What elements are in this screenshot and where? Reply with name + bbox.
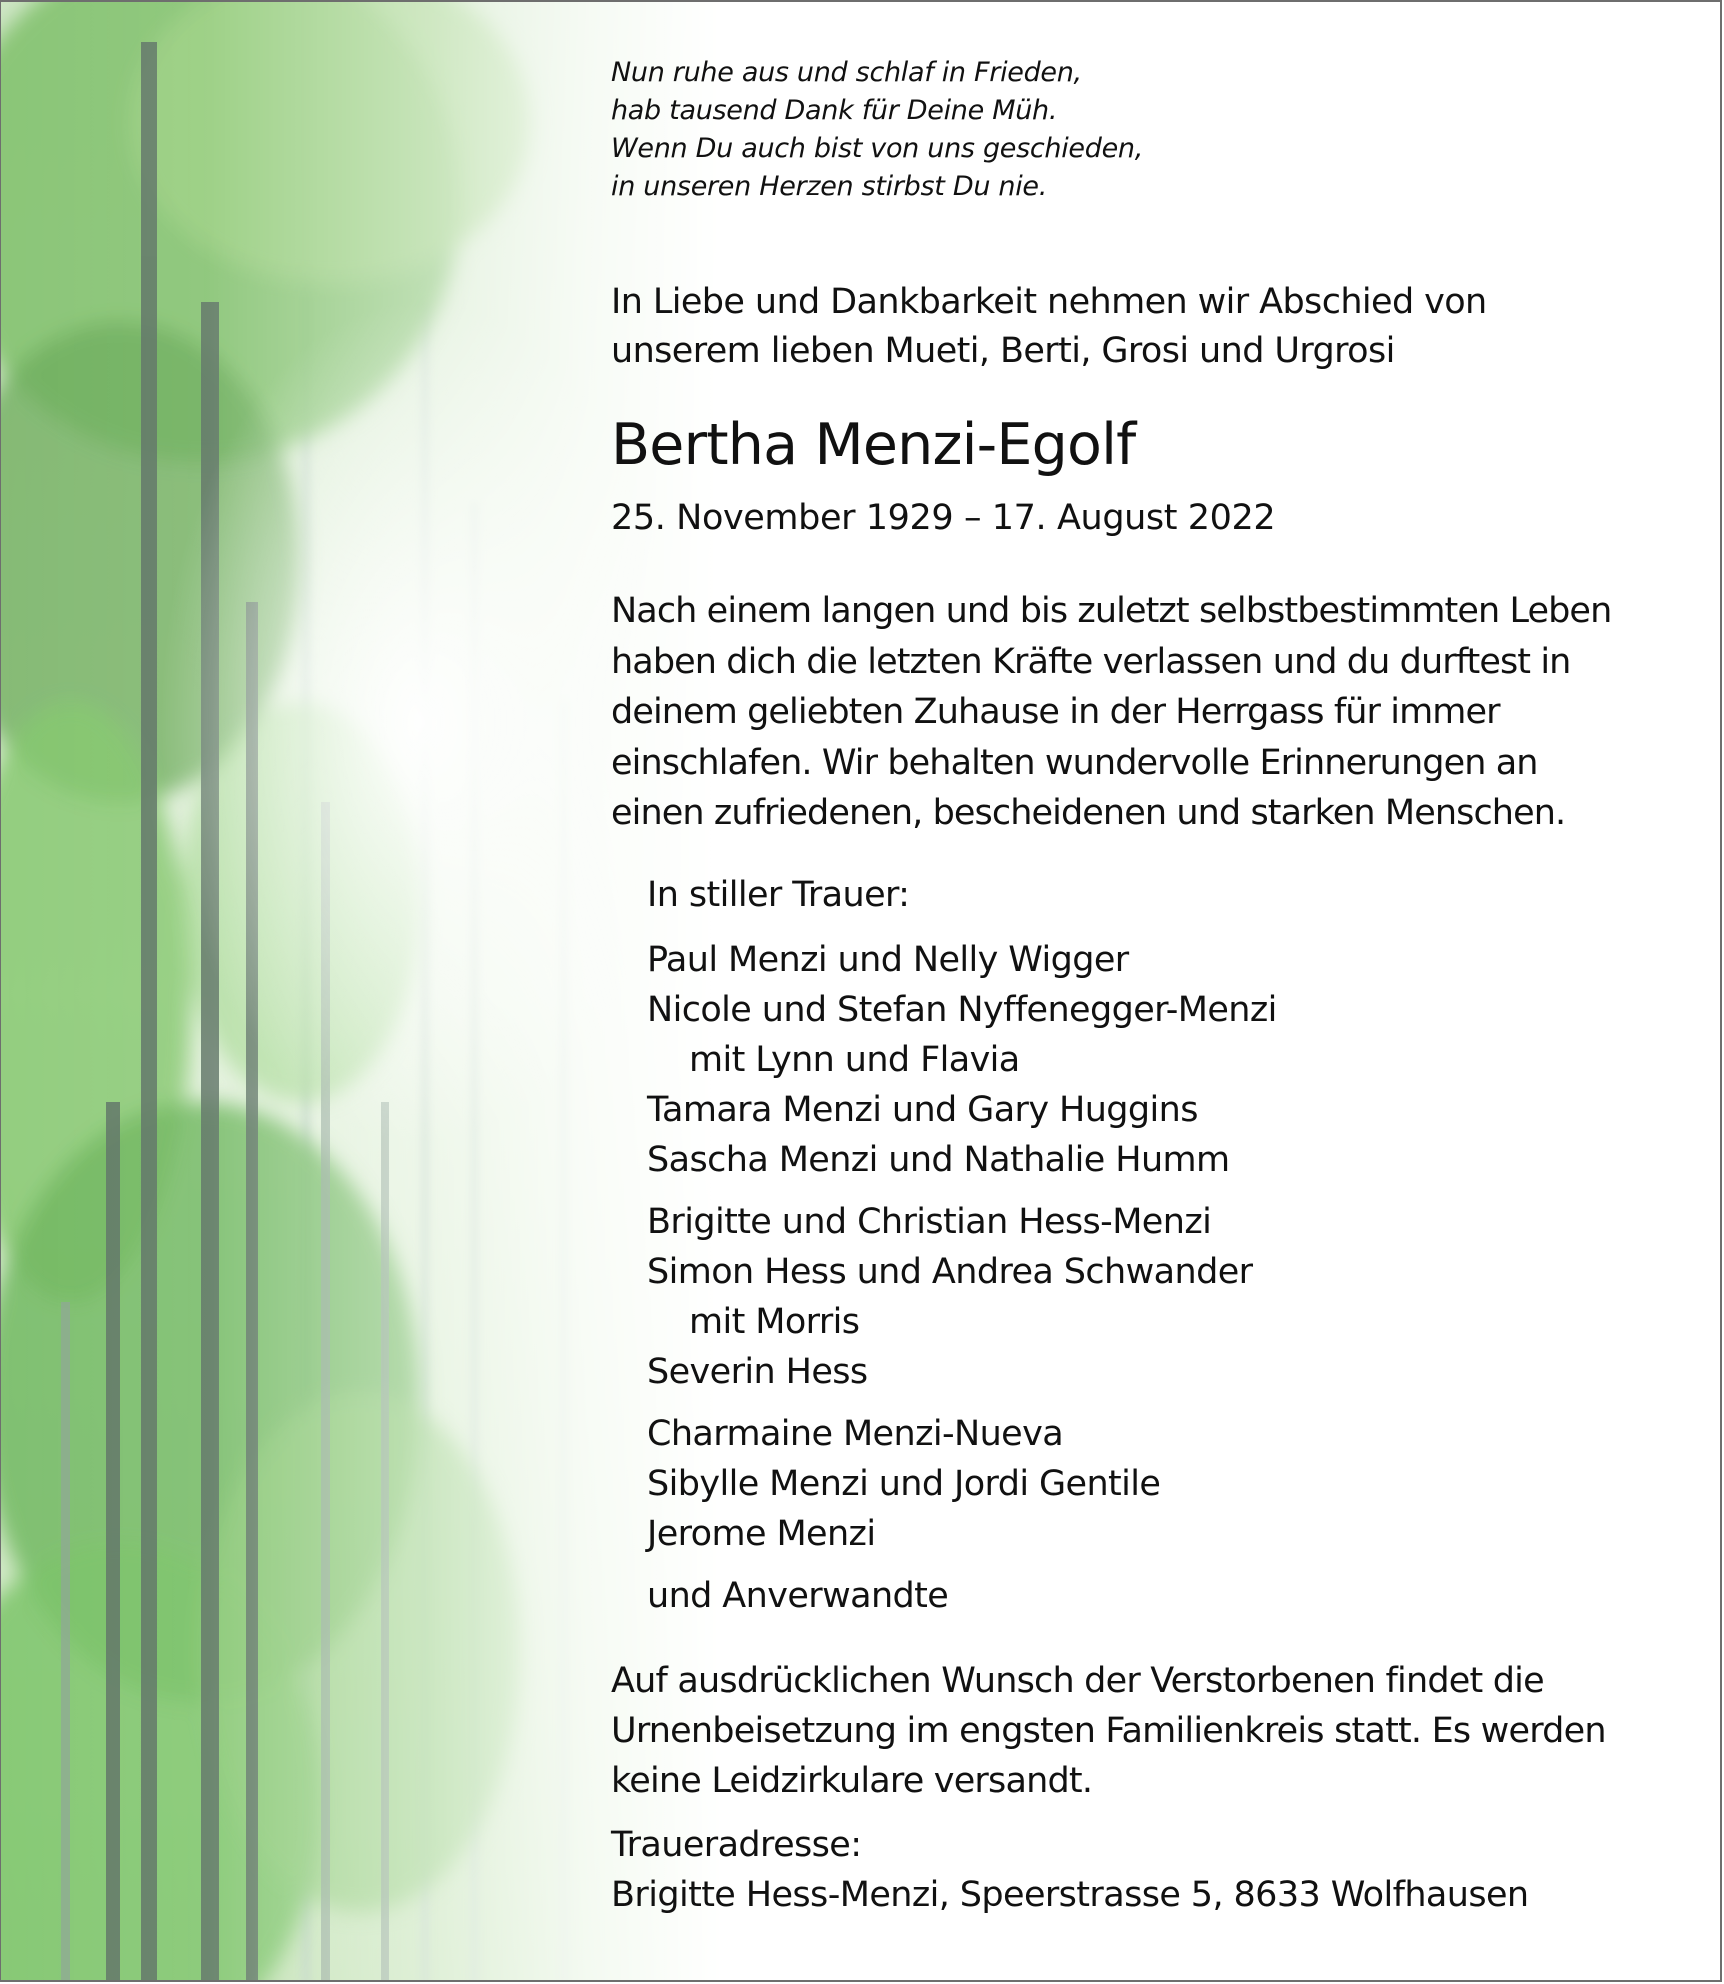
paragraph-line: haben dich die letzten Kräfte verlassen und du durftest in bbox=[611, 641, 1571, 682]
mourner-row: Simon Hess und Andrea Schwander bbox=[647, 1252, 1253, 1292]
paragraph-line: einschlafen. Wir behalten wundervolle Erinnerungen an bbox=[611, 742, 1538, 783]
poem bbox=[611, 54, 1143, 206]
mourner-row: Paul Menzi und Nelly Wigger bbox=[647, 940, 1129, 980]
mourning-address bbox=[611, 1820, 1529, 1920]
mourner-row-sub: mit Morris bbox=[689, 1302, 860, 1342]
closing-text bbox=[611, 1656, 1606, 1806]
memorial-paragraph bbox=[611, 586, 1611, 839]
closing-line: keine Leidzirkulare versandt. bbox=[611, 1761, 1093, 1801]
closing-line: Auf ausdrücklichen Wunsch der Verstorbenen findet die bbox=[611, 1661, 1544, 1701]
mourner-group bbox=[647, 1571, 1277, 1621]
poem-line: Wenn Du auch bist von uns geschieden, bbox=[611, 133, 1143, 164]
paragraph-line: deinem geliebten Zuhause in der Herrgass für immer bbox=[611, 692, 1500, 732]
mourner-group bbox=[647, 1197, 1277, 1397]
address-label: Traueradresse: bbox=[611, 1825, 862, 1865]
paragraph-line: Nach einem langen und bis zuletzt selbstbestimmten Leben bbox=[611, 591, 1612, 631]
deceased-name: Bertha Menzi-Egolf bbox=[611, 412, 1136, 478]
life-dates: 25. November 1929 – 17. August 2022 bbox=[611, 498, 1276, 538]
address-value: Brigitte Hess-Menzi, Speerstrasse 5, 8633 Wolfhausen bbox=[611, 1875, 1529, 1915]
mourner-group bbox=[647, 1409, 1277, 1559]
mourner-row: Sibylle Menzi und Jordi Gentile bbox=[647, 1464, 1161, 1504]
closing-line: Urnenbeisetzung im engsten Familienkreis statt. Es werden bbox=[611, 1711, 1606, 1751]
mourners-list bbox=[647, 870, 1277, 1633]
poem-line: hab tausend Dank für Deine Müh. bbox=[611, 95, 1058, 126]
poem-line: in unseren Herzen stirbst Du nie. bbox=[611, 171, 1048, 202]
mourner-row: Brigitte und Christian Hess-Menzi bbox=[647, 1202, 1212, 1242]
intro-line: unserem lieben Mueti, Berti, Grosi und Urgrosi bbox=[611, 331, 1395, 371]
mourner-row: Tamara Menzi und Gary Huggins bbox=[647, 1090, 1198, 1130]
mourner-row: Nicole und Stefan Nyffenegger-Menzi bbox=[647, 990, 1277, 1030]
intro-line: In Liebe und Dankbarkeit nehmen wir Abschied von bbox=[611, 282, 1487, 322]
poem-line: Nun ruhe aus und schlaf in Frieden, bbox=[611, 57, 1082, 88]
mourner-row: Charmaine Menzi-Nueva bbox=[647, 1414, 1064, 1454]
mourner-group bbox=[647, 935, 1277, 1185]
intro-text bbox=[611, 278, 1487, 376]
mourners-heading: In stiller Trauer: bbox=[647, 875, 910, 915]
mourner-row: Jerome Menzi bbox=[647, 1514, 876, 1554]
paragraph-line: einen zufriedenen, bescheidenen und starken Menschen. bbox=[611, 793, 1566, 833]
mourner-row-sub: mit Lynn und Flavia bbox=[689, 1040, 1020, 1080]
mourner-row: Sascha Menzi und Nathalie Humm bbox=[647, 1140, 1230, 1180]
mourner-row: und Anverwandte bbox=[647, 1576, 949, 1616]
mourner-row: Severin Hess bbox=[647, 1352, 868, 1392]
